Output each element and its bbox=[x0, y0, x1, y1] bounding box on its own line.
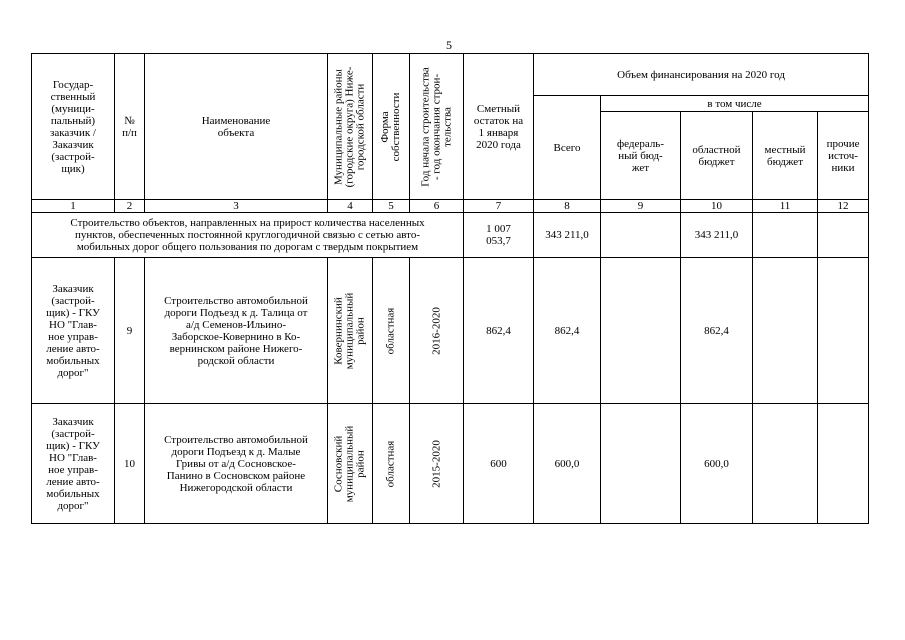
column-number: 3 bbox=[145, 200, 328, 213]
row-customer: Заказчик (застрой- щик) - ГКУ НО "Глав- ное управ- ление авто- мобильных дорог" bbox=[32, 258, 115, 404]
row-regional: 862,4 bbox=[681, 258, 753, 404]
header-years bbox=[410, 54, 464, 200]
column-number: 5 bbox=[373, 200, 410, 213]
column-number: 11 bbox=[753, 200, 818, 213]
row-balance: 862,4 bbox=[464, 258, 534, 404]
column-number: 6 bbox=[410, 200, 464, 213]
header-including: в том числе bbox=[601, 96, 869, 112]
row-number: 10 bbox=[115, 404, 145, 524]
page-number: 5 bbox=[446, 38, 452, 52]
header-number: № п/п bbox=[115, 54, 145, 200]
header-ownership-line: Форма bbox=[379, 110, 391, 143]
group-balance: 1 007 053,7 bbox=[464, 213, 534, 258]
row-number: 9 bbox=[115, 258, 145, 404]
row-district-line: район bbox=[354, 449, 367, 478]
row-ownership-text: областная bbox=[384, 440, 397, 487]
row-object-name: Строительство автомобильной дороги Подъезд к д. Малые Гривы от а/д Сосновское- Панино в Сосновском районе Нижегородской области bbox=[145, 404, 328, 524]
row-district-line: муниципальный bbox=[343, 292, 356, 369]
row-district bbox=[328, 404, 373, 524]
row-ownership bbox=[373, 258, 410, 404]
group-other bbox=[818, 213, 869, 258]
table-row bbox=[32, 258, 869, 404]
row-local bbox=[753, 258, 818, 404]
group-total: 343 211,0 bbox=[534, 213, 601, 258]
row-years-text: 2015-2020 bbox=[430, 439, 442, 488]
row-years bbox=[410, 404, 464, 524]
row-federal bbox=[601, 404, 681, 524]
header-districts-line: (городские округа) Ниже- bbox=[343, 66, 356, 187]
header-districts bbox=[328, 54, 373, 200]
row-other bbox=[818, 404, 869, 524]
header-districts-line: городской области bbox=[354, 83, 367, 170]
group-title: Строительство объектов, направленных на прирост количества населенных пунктов, обеспеченных постоянной круглогодичной связью с сетью авто- мобильных дорог общего пользования по дорогам с твердым покрытием bbox=[32, 213, 464, 258]
header-other: прочие источ- ники bbox=[818, 112, 869, 200]
group-row bbox=[32, 213, 869, 258]
header-ownership-line: собственности bbox=[390, 92, 402, 161]
header-funding: Объем финансирования на 2020 год bbox=[534, 54, 869, 96]
row-ownership-text: областная bbox=[384, 307, 397, 354]
header-federal: федераль- ный бюд- жет bbox=[601, 112, 681, 200]
column-number: 10 bbox=[681, 200, 753, 213]
row-district-line: Сосновский bbox=[332, 435, 345, 492]
row-balance: 600 bbox=[464, 404, 534, 524]
row-district bbox=[328, 258, 373, 404]
row-total: 600,0 bbox=[534, 404, 601, 524]
header-years-line: Год начала строительства bbox=[419, 66, 431, 187]
group-local bbox=[753, 213, 818, 258]
header-ownership bbox=[373, 54, 410, 200]
header-regional: областной бюджет bbox=[681, 112, 753, 200]
column-number: 1 bbox=[32, 200, 115, 213]
row-years bbox=[410, 258, 464, 404]
group-regional: 343 211,0 bbox=[681, 213, 753, 258]
row-years-text: 2016-2020 bbox=[430, 306, 442, 355]
header-balance: Сметный остаток на 1 января 2020 года bbox=[464, 54, 534, 200]
row-local bbox=[753, 404, 818, 524]
column-number: 4 bbox=[328, 200, 373, 213]
row-customer: Заказчик (застрой- щик) - ГКУ НО "Глав- ное управ- ление авто- мобильных дорог" bbox=[32, 404, 115, 524]
header-local: местный бюджет bbox=[753, 112, 818, 200]
column-number: 7 bbox=[464, 200, 534, 213]
row-regional: 600,0 bbox=[681, 404, 753, 524]
header-customer: Государ- ственный (муници- пальный) заказчик / Заказчик (застрой- щик) bbox=[32, 54, 115, 200]
header-years-line: тельства bbox=[441, 106, 453, 147]
row-district-line: муниципальный bbox=[343, 425, 356, 502]
financing-table bbox=[31, 53, 869, 524]
column-number: 8 bbox=[534, 200, 601, 213]
header-object-name: Наименование объекта bbox=[145, 54, 328, 200]
row-district-line: район bbox=[354, 316, 367, 345]
column-numbers-row bbox=[32, 200, 869, 213]
row-other bbox=[818, 258, 869, 404]
column-number: 2 bbox=[115, 200, 145, 213]
row-total: 862,4 bbox=[534, 258, 601, 404]
row-district-line: Ковернинский bbox=[332, 296, 345, 365]
column-number: 9 bbox=[601, 200, 681, 213]
column-number: 12 bbox=[818, 200, 869, 213]
row-ownership bbox=[373, 404, 410, 524]
header-years-line: - год окончания строи- bbox=[430, 73, 442, 180]
table-row bbox=[32, 404, 869, 524]
group-federal bbox=[601, 213, 681, 258]
header-total: Всего bbox=[534, 96, 601, 200]
header-districts-line: Муниципальные районы bbox=[332, 68, 345, 185]
row-federal bbox=[601, 258, 681, 404]
row-object-name: Строительство автомобильной дороги Подъезд к д. Талица от а/д Семенов-Ильино- Заборское-Ковернино в Ко- вернинском районе Нижего- родской области bbox=[145, 258, 328, 404]
